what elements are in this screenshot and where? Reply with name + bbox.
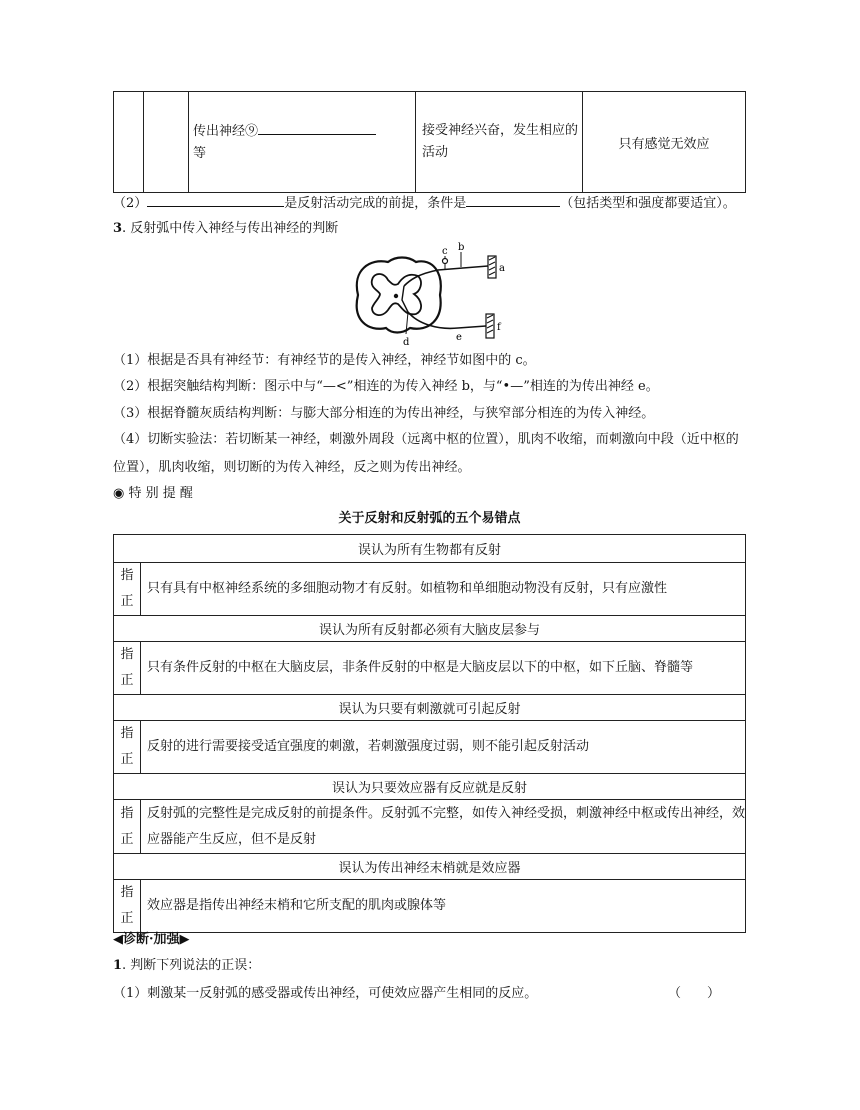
correction-1: 只有具有中枢神经系统的多细胞动物才有反射。如植物和单细胞动物没有反射，只有应激性 — [141, 563, 746, 616]
line2-mid: 是反射活动完成的前提，条件是 — [284, 196, 467, 211]
label-f: f — [497, 322, 501, 333]
question-line-2 — [113, 192, 753, 214]
zhizheng-label — [114, 800, 141, 854]
top-table-col2 — [144, 92, 189, 193]
zhizheng-label — [114, 563, 141, 616]
zhizheng-label — [114, 880, 141, 933]
label-b: b — [458, 242, 465, 253]
top-table — [113, 91, 746, 193]
myth-1: 误认为所有生物都有反射 — [114, 535, 746, 563]
central-canal — [394, 294, 398, 298]
top-table-nerve-cell — [189, 92, 416, 193]
zhizheng-label — [114, 642, 141, 695]
special-tip-label: ◉ 特 别 提 醒 — [113, 486, 193, 501]
label-a: a — [499, 263, 505, 274]
zhi-char: 指 — [120, 647, 134, 662]
section-3-title — [113, 219, 753, 239]
zheng-char: 正 — [120, 831, 134, 847]
zheng-char: 正 — [120, 594, 134, 609]
section-3-text: . 反射弧中传入神经与传出神经的判断 — [122, 221, 339, 236]
nerve-tail: 等 — [193, 145, 207, 161]
label-d: d — [403, 337, 410, 348]
line2-suffix: （包括类型和强度都要适宜）。 — [560, 196, 736, 211]
zheng-char: 正 — [120, 673, 134, 688]
zheng-char: 正 — [120, 911, 134, 926]
question-1-text: . 判断下列说法的正误： — [122, 958, 261, 973]
correction-2: 只有条件反射的中枢在大脑皮层，非条件反射的中枢是大脑皮层以下的中枢，如下丘脑、脊髓等 — [141, 642, 746, 695]
zhi-char: 指 — [120, 805, 134, 821]
zheng-char: 正 — [120, 752, 134, 767]
section-3-number: 3 — [113, 221, 123, 236]
method-2: （2）根据突触结构判断：图示中与“—<”相连的为传入神经 b，与“•—”相连的为传出神经 e。 — [113, 379, 659, 394]
label-e: e — [456, 332, 462, 343]
fill-blank-9 — [258, 120, 376, 135]
judgement-item-1: （1）刺激某一反射弧的感受器或传出神经，可使效应器产生相同的反应。 — [113, 986, 538, 1001]
zhi-char: 指 — [120, 568, 134, 583]
reflex-arc-diagram — [348, 240, 518, 350]
question-1-title — [113, 956, 753, 976]
myth-2: 误认为所有反射都必须有大脑皮层参与 — [114, 616, 746, 642]
zhi-char: 指 — [120, 885, 134, 900]
method-1: （1）根据是否具有神经节：有神经节的是传入神经，神经节如图中的 c。 — [113, 353, 536, 368]
line2-prefix: （2） — [113, 196, 148, 211]
zhi-char: 指 — [120, 726, 134, 741]
method-4: （4）切断实验法：若切断某一神经，刺激外周段（远离中枢的位置），肌肉不收缩，而刺激向中段（近中枢的位置），肌肉收缩，则切断的为传入神经，反之则为传出神经。 — [113, 432, 739, 475]
answer-parentheses: （ ） — [668, 986, 721, 1001]
myth-3: 误认为只要有刺激就可引起反射 — [114, 695, 746, 721]
correction-3: 反射的进行需要接受适宜强度的刺激，若刺激强度过弱，则不能引起反射活动 — [141, 721, 746, 774]
zhizheng-label — [114, 721, 141, 774]
question-1-number: 1 — [113, 958, 123, 973]
top-table-result-cell: 只有感觉无效应 — [583, 92, 746, 193]
nerve-label: 传出神经⑨ — [193, 123, 259, 139]
myth-4: 误认为只要效应器有反应就是反射 — [114, 774, 746, 800]
top-table-col1 — [114, 92, 144, 193]
method-3: （3）根据脊髓灰质结构判断：与膨大部分相连的为传出神经，与狭窄部分相连的为传入神经。 — [113, 406, 655, 421]
myth-5: 误认为传出神经末梢就是效应器 — [114, 854, 746, 880]
fill-blank-b — [466, 192, 560, 207]
diagnosis-header: ◀诊断·加强▶ — [113, 932, 190, 947]
top-table-function-cell: 接受神经兴奋，发生相应的活动 — [416, 92, 583, 193]
table-title: 关于反射和反射弧的五个易错点 — [338, 511, 521, 526]
ganglion-c — [443, 259, 448, 264]
fill-blank-a — [147, 192, 284, 207]
correction-5: 效应器是指传出神经末梢和它所支配的肌肉或腺体等 — [141, 880, 746, 933]
errors-table — [113, 534, 746, 933]
label-c: c — [442, 246, 448, 257]
correction-4: 反射弧的完整性是完成反射的前提条件。反射弧不完整，如传入神经受损，刺激神经中枢或传出神经，效应器能产生反应，但不是反射 — [141, 800, 746, 854]
